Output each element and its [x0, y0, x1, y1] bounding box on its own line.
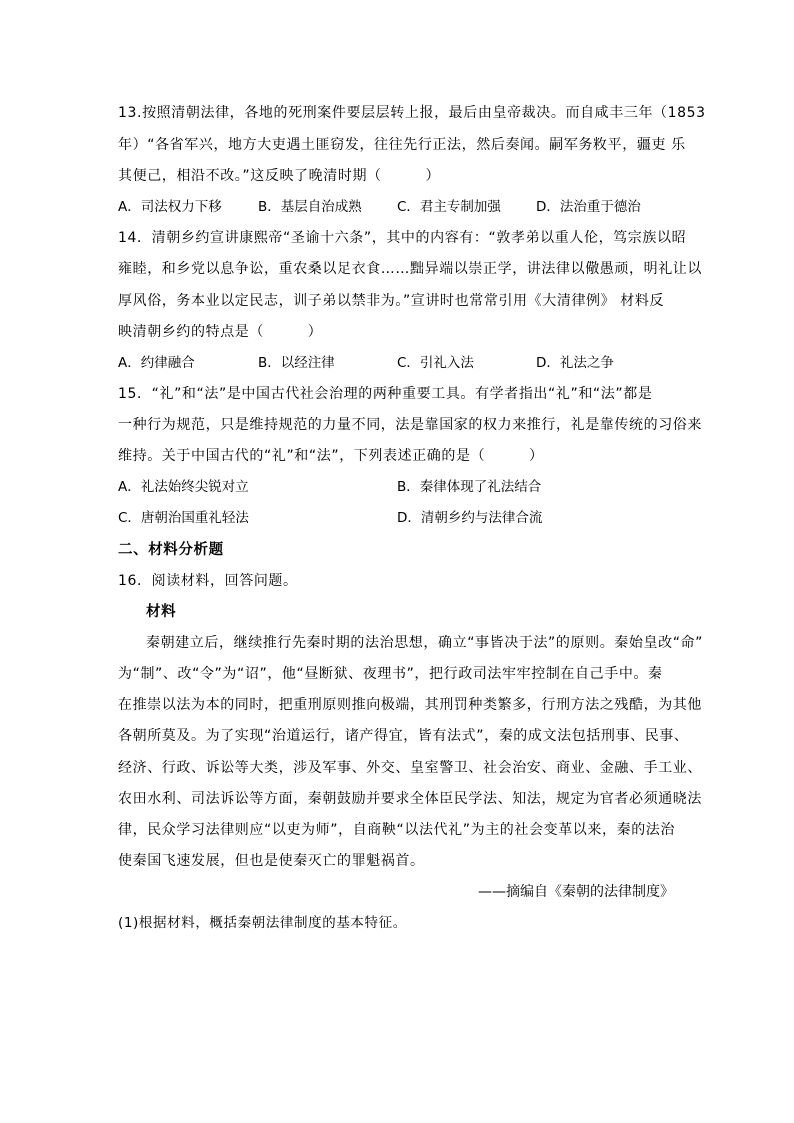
q14-option-d[interactable]: D．礼法之争 — [536, 355, 614, 371]
material-line-1: 秦朝建立后，继续推行先秦时期的法治思想，确立“事皆决于法”的原则。秦始皇改“命” — [146, 635, 704, 651]
q14-line-2: 雍睦，和乡党以息争讼，重农桑以足衣食……黜异端以崇正学，讲法律以儆愚顽，明礼让以 — [118, 261, 702, 277]
q15-option-c[interactable]: C．唐朝治国重礼轻法 — [118, 510, 249, 526]
q16-intro: 16．阅读材料，回答问题。 — [118, 573, 298, 589]
q15-option-d[interactable]: D．清朝乡约与法律合流 — [397, 510, 543, 526]
q14-option-b[interactable]: B．以经注律 — [258, 355, 335, 371]
material-line-6: 农田水利、司法诉讼等方面，秦朝鼓励并要求全体臣民学法、知法，规定为官者必须通晓法 — [118, 791, 702, 807]
q14-option-c[interactable]: C．引礼入法 — [397, 355, 474, 371]
material-line-3: 在推崇以法为本的同时，把重刑原则推向极端，其刑罚种类繁多，行刑方法之残酷，为其他 — [118, 697, 702, 713]
material-line-8: 使秦国飞速发展，但也是使秦灭亡的罪魁祸首。 — [118, 853, 425, 869]
material-source: ——摘编自《秦朝的法律制度》 — [478, 884, 674, 900]
q15-line-2: 一种行为规范，只是维持规范的力量不同，法是靠国家的权力来推行，礼是靠传统的习俗来 — [118, 417, 702, 433]
material-line-7: 律，民众学习法律则应“以吏为师”，自商鞅“以法代礼”为主的社会变革以来，秦的法治 — [118, 822, 676, 838]
material-line-4: 各朝所莫及。为了实现“治道运行，诸产得宜，皆有法式”，秦的成文法包括刑事、民事、 — [118, 728, 689, 744]
q15-option-a[interactable]: A．礼法始终尖锐对立 — [118, 479, 249, 495]
material-label: 材料 — [146, 604, 177, 620]
material-line-5: 经济、行政、诉讼等大类，涉及军事、外交、皇室警卫、社会治安、商业、金融、手工业、 — [118, 760, 702, 776]
q14-line-1: 14．清朝乡约宣讲康熙帝“圣谕十六条”，其中的内容有：“敦孝弟以重人伦，笃宗族以昭 — [118, 230, 687, 246]
q14-line-4: 映清朝乡约的特点是（ ） — [118, 324, 323, 340]
q13-option-d[interactable]: D．法治重于德治 — [536, 199, 641, 215]
q15-line-1: 15．“礼”和“法”是中国古代社会治理的两种重要工具。有学者指出“礼”和“法”都是 — [118, 386, 653, 402]
q14-line-3: 厚风俗，务本业以定民志，训子弟以禁非为。”宣讲时也常常引用《大清律例》 材料反 — [118, 293, 665, 309]
q13-option-b[interactable]: B．基层自治成熟 — [258, 199, 362, 215]
section-2-heading: 二、材料分析题 — [118, 542, 224, 558]
q13-line-1: 13.按照清朝法律，各地的死刑案件要层层转上报，最后由皇帝裁决。而自咸丰三年（1853 — [118, 105, 706, 121]
q13-line-2: 年）“各省军兴，地方大吏遇土匪窃发，往往先行正法，然后奏闻。嗣军务敉平，疆吏 乐 — [118, 137, 686, 153]
q13-line-3: 其便己，相沿不改。”这反映了晚清时期（ ） — [118, 168, 441, 184]
q15-line-3: 维持。关于中国古代的“礼”和“法”，下列表述正确的是（ ） — [118, 448, 544, 464]
q13-option-c[interactable]: C．君主专制加强 — [397, 199, 501, 215]
q16-sub-question-1: (1)根据材料，概括秦朝法律制度的基本特征。 — [118, 915, 407, 931]
q14-option-a[interactable]: A．约律融合 — [118, 355, 195, 371]
q13-option-a[interactable]: A．司法权力下移 — [118, 199, 222, 215]
q15-option-b[interactable]: B．秦律体现了礼法结合 — [397, 479, 542, 495]
material-line-2: 为“制”、改“令”为“诏”，他“昼断狱、夜理书”，把行政司法牢牢控制在自己手中。秦 — [118, 666, 663, 682]
